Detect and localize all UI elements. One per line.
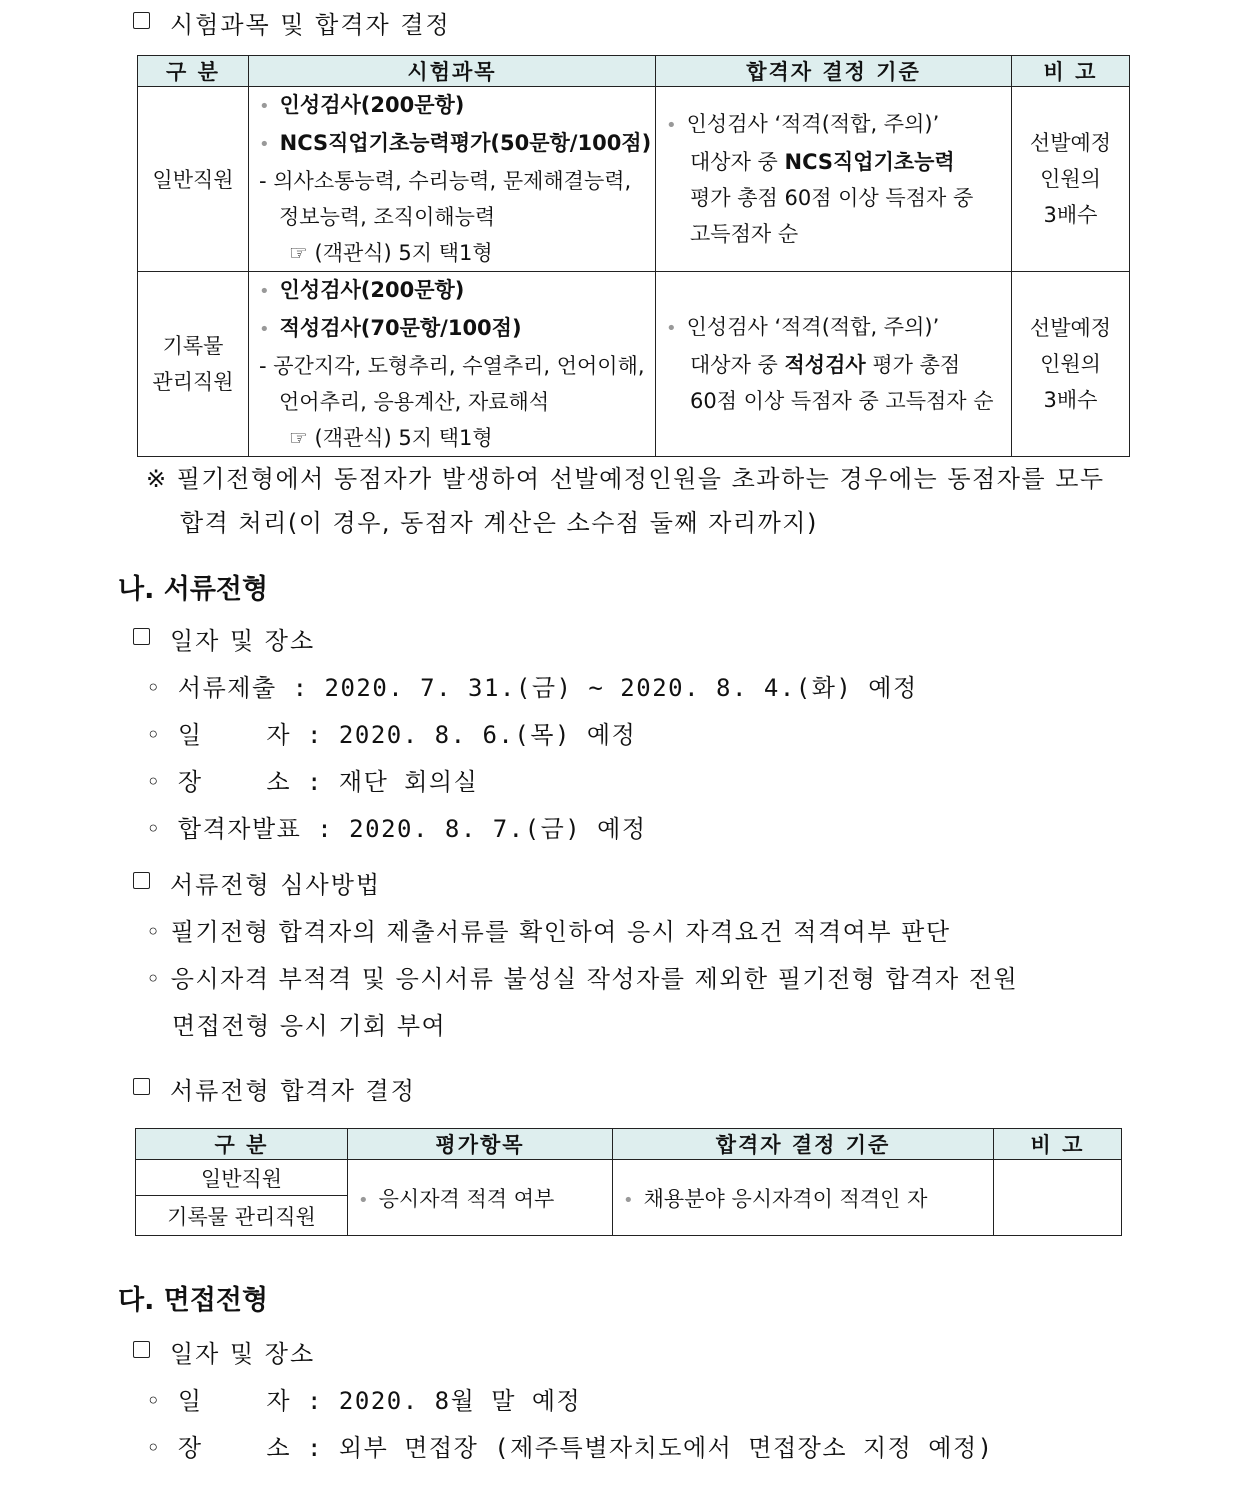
list-item [146, 912, 951, 947]
tie-note-line2: 합격 처리(이 경우, 동점자 계산은 소수점 둘째 자리까지) [180, 509, 818, 537]
subject-format: ☞ (객관식) 5지 택1형 [289, 241, 493, 265]
row-subjects [249, 272, 656, 457]
bullet-icon: • [666, 318, 677, 339]
subject-bold: 인성검사(200문항) [279, 93, 465, 117]
list-item [146, 809, 647, 844]
bullet-circle-icon: ◦ [146, 815, 178, 843]
subject-detail: 언어추리, 응용계산, 자료해석 [279, 390, 550, 414]
criteria-text: 채용분야 응시자격이 적격인 자 [643, 1186, 928, 1211]
row-note [1012, 272, 1130, 457]
bullet-circle-icon: ◦ [146, 1387, 178, 1415]
document-result-table [135, 1128, 1122, 1236]
table-row [138, 272, 1130, 457]
header-subjects: 시험과목 [249, 56, 656, 87]
bullet-circle-icon: ◦ [146, 768, 178, 796]
checkbox-square-icon [133, 1078, 150, 1095]
list-item [146, 1428, 994, 1463]
bullet-circle-icon: ◦ [146, 674, 178, 702]
note-text: 선발예정 [1029, 131, 1112, 155]
subsection-title: 서류전형 심사방법 [170, 871, 382, 899]
list-item-text: 필기전형 합격자의 제출서류를 확인하여 응시 자격요건 적격여부 판단 [170, 918, 951, 946]
header-category: 구 분 [136, 1129, 348, 1160]
header-note: 비 고 [994, 1129, 1122, 1160]
subject-detail: - 공간지각, 도형추리, 수열추리, 언어이해, [259, 354, 645, 378]
note-text: 인원의 [1040, 352, 1101, 376]
list-item [146, 762, 478, 797]
row-criteria [613, 1160, 994, 1236]
note-text: 3배수 [1043, 388, 1098, 412]
exam-subjects-table [137, 55, 1130, 457]
bullet-circle-icon: ◦ [146, 965, 171, 993]
row-subjects [249, 87, 656, 272]
list-item [146, 668, 918, 703]
criteria-text: 평가 총점 [865, 353, 961, 377]
checkbox-square-icon [133, 1341, 150, 1358]
row-criteria [656, 272, 1012, 457]
note-text: 3배수 [1043, 203, 1098, 227]
list-item-text: 장 소 : 외부 면접장 (제주특별자치도에서 면접장소 지정 예정) [177, 1434, 994, 1462]
bullet-icon: • [259, 319, 270, 340]
subject-bold: 적성검사(70문항/100점) [279, 316, 522, 340]
criteria-bold: NCS직업기초능력 [784, 150, 955, 174]
list-item-text: 일 자 : 2020. 8. 6.(목) 예정 [177, 721, 637, 749]
criteria-text: 인성검사 ‘적격(적합, 주의)’ [686, 112, 940, 136]
criteria-text: 대상자 중 [690, 353, 785, 377]
subsection-title: 일자 및 장소 [170, 627, 316, 655]
list-item [146, 959, 1018, 994]
list-item [146, 715, 636, 750]
subsection-title: 일자 및 장소 [170, 1340, 316, 1368]
note-text: 인원의 [1040, 167, 1101, 191]
table-header-row [138, 56, 1130, 87]
table-header-row [136, 1129, 1122, 1160]
category-text: 관리직원 [152, 370, 234, 394]
row-category: 일반직원 [136, 1160, 348, 1196]
subject-bold: 인성검사(200문항) [279, 278, 465, 302]
section-heading-interview: 다. 면접전형 [118, 1285, 269, 1316]
bullet-icon: • [666, 115, 677, 136]
criteria-text: 평가 총점 60점 이상 득점자 중 [690, 186, 974, 210]
subject-detail: 정보능력, 조직이해능력 [279, 205, 496, 229]
row-note [1012, 87, 1130, 272]
subject-bold: NCS직업기초능력평가(50문항/100점) [279, 131, 652, 155]
row-item [348, 1160, 613, 1236]
list-item-text: 합격자발표 : 2020. 8. 7.(금) 예정 [177, 815, 647, 843]
row-category: 기록물 관리직원 [136, 1196, 348, 1236]
section-title-exam: 시험과목 및 합격자 결정 [170, 11, 451, 39]
row-category [138, 272, 249, 457]
bullet-icon: • [259, 96, 270, 117]
table-row [136, 1160, 1122, 1196]
header-criteria: 합격자 결정 기준 [613, 1129, 994, 1160]
checkbox-square-icon [133, 872, 150, 889]
subject-format: ☞ (객관식) 5지 택1형 [289, 426, 493, 450]
bullet-icon: • [259, 134, 270, 155]
list-item [146, 1381, 581, 1416]
list-item-text: 서류제출 : 2020. 7. 31.(금) ~ 2020. 8. 4.(화) 예정 [177, 674, 918, 702]
item-text: 응시자격 적격 여부 [378, 1186, 555, 1211]
table-row [138, 87, 1130, 272]
criteria-bold: 적성검사 [784, 353, 866, 377]
list-item-text: 장 소 : 재단 회의실 [177, 768, 479, 796]
bullet-icon: • [623, 1189, 634, 1211]
bullet-circle-icon: ◦ [146, 918, 171, 946]
header-criteria: 합격자 결정 기준 [656, 56, 1012, 87]
subsection-title: 서류전형 합격자 결정 [170, 1077, 416, 1105]
list-item-continued: 면접전형 응시 기회 부여 [172, 1012, 447, 1040]
subject-detail: - 의사소통능력, 수리능력, 문제해결능력, [259, 169, 632, 193]
tie-note-line1: ※ 필기전형에서 동점자가 발생하여 선발예정인원을 초과하는 경우에는 동점자를 모두 [146, 465, 1105, 493]
bullet-circle-icon: ◦ [146, 1434, 178, 1462]
list-item-text: 응시자격 부적격 및 응시서류 불성실 작성자를 제외한 필기전형 합격자 전원 [170, 965, 1019, 993]
row-note [994, 1160, 1122, 1236]
criteria-text: 대상자 중 [690, 150, 785, 174]
criteria-text: 인성검사 ‘적격(적합, 주의)’ [686, 315, 940, 339]
header-note: 비 고 [1012, 56, 1130, 87]
header-item: 평가항목 [348, 1129, 613, 1160]
criteria-text: 고득점자 순 [690, 222, 799, 246]
bullet-icon: • [259, 281, 270, 302]
row-category: 일반직원 [138, 87, 249, 272]
note-text: 선발예정 [1029, 316, 1112, 340]
checkbox-square-icon [133, 628, 150, 645]
list-item-text: 일 자 : 2020. 8월 말 예정 [177, 1387, 582, 1415]
section-heading-document: 나. 서류전형 [118, 574, 269, 605]
bullet-circle-icon: ◦ [146, 721, 178, 749]
row-criteria [656, 87, 1012, 272]
category-text: 기록물 [162, 334, 224, 358]
criteria-text: 60점 이상 득점자 중 고득점자 순 [690, 389, 994, 413]
bullet-icon: • [358, 1189, 369, 1211]
header-category: 구 분 [138, 56, 249, 87]
checkbox-square-icon [133, 12, 150, 29]
